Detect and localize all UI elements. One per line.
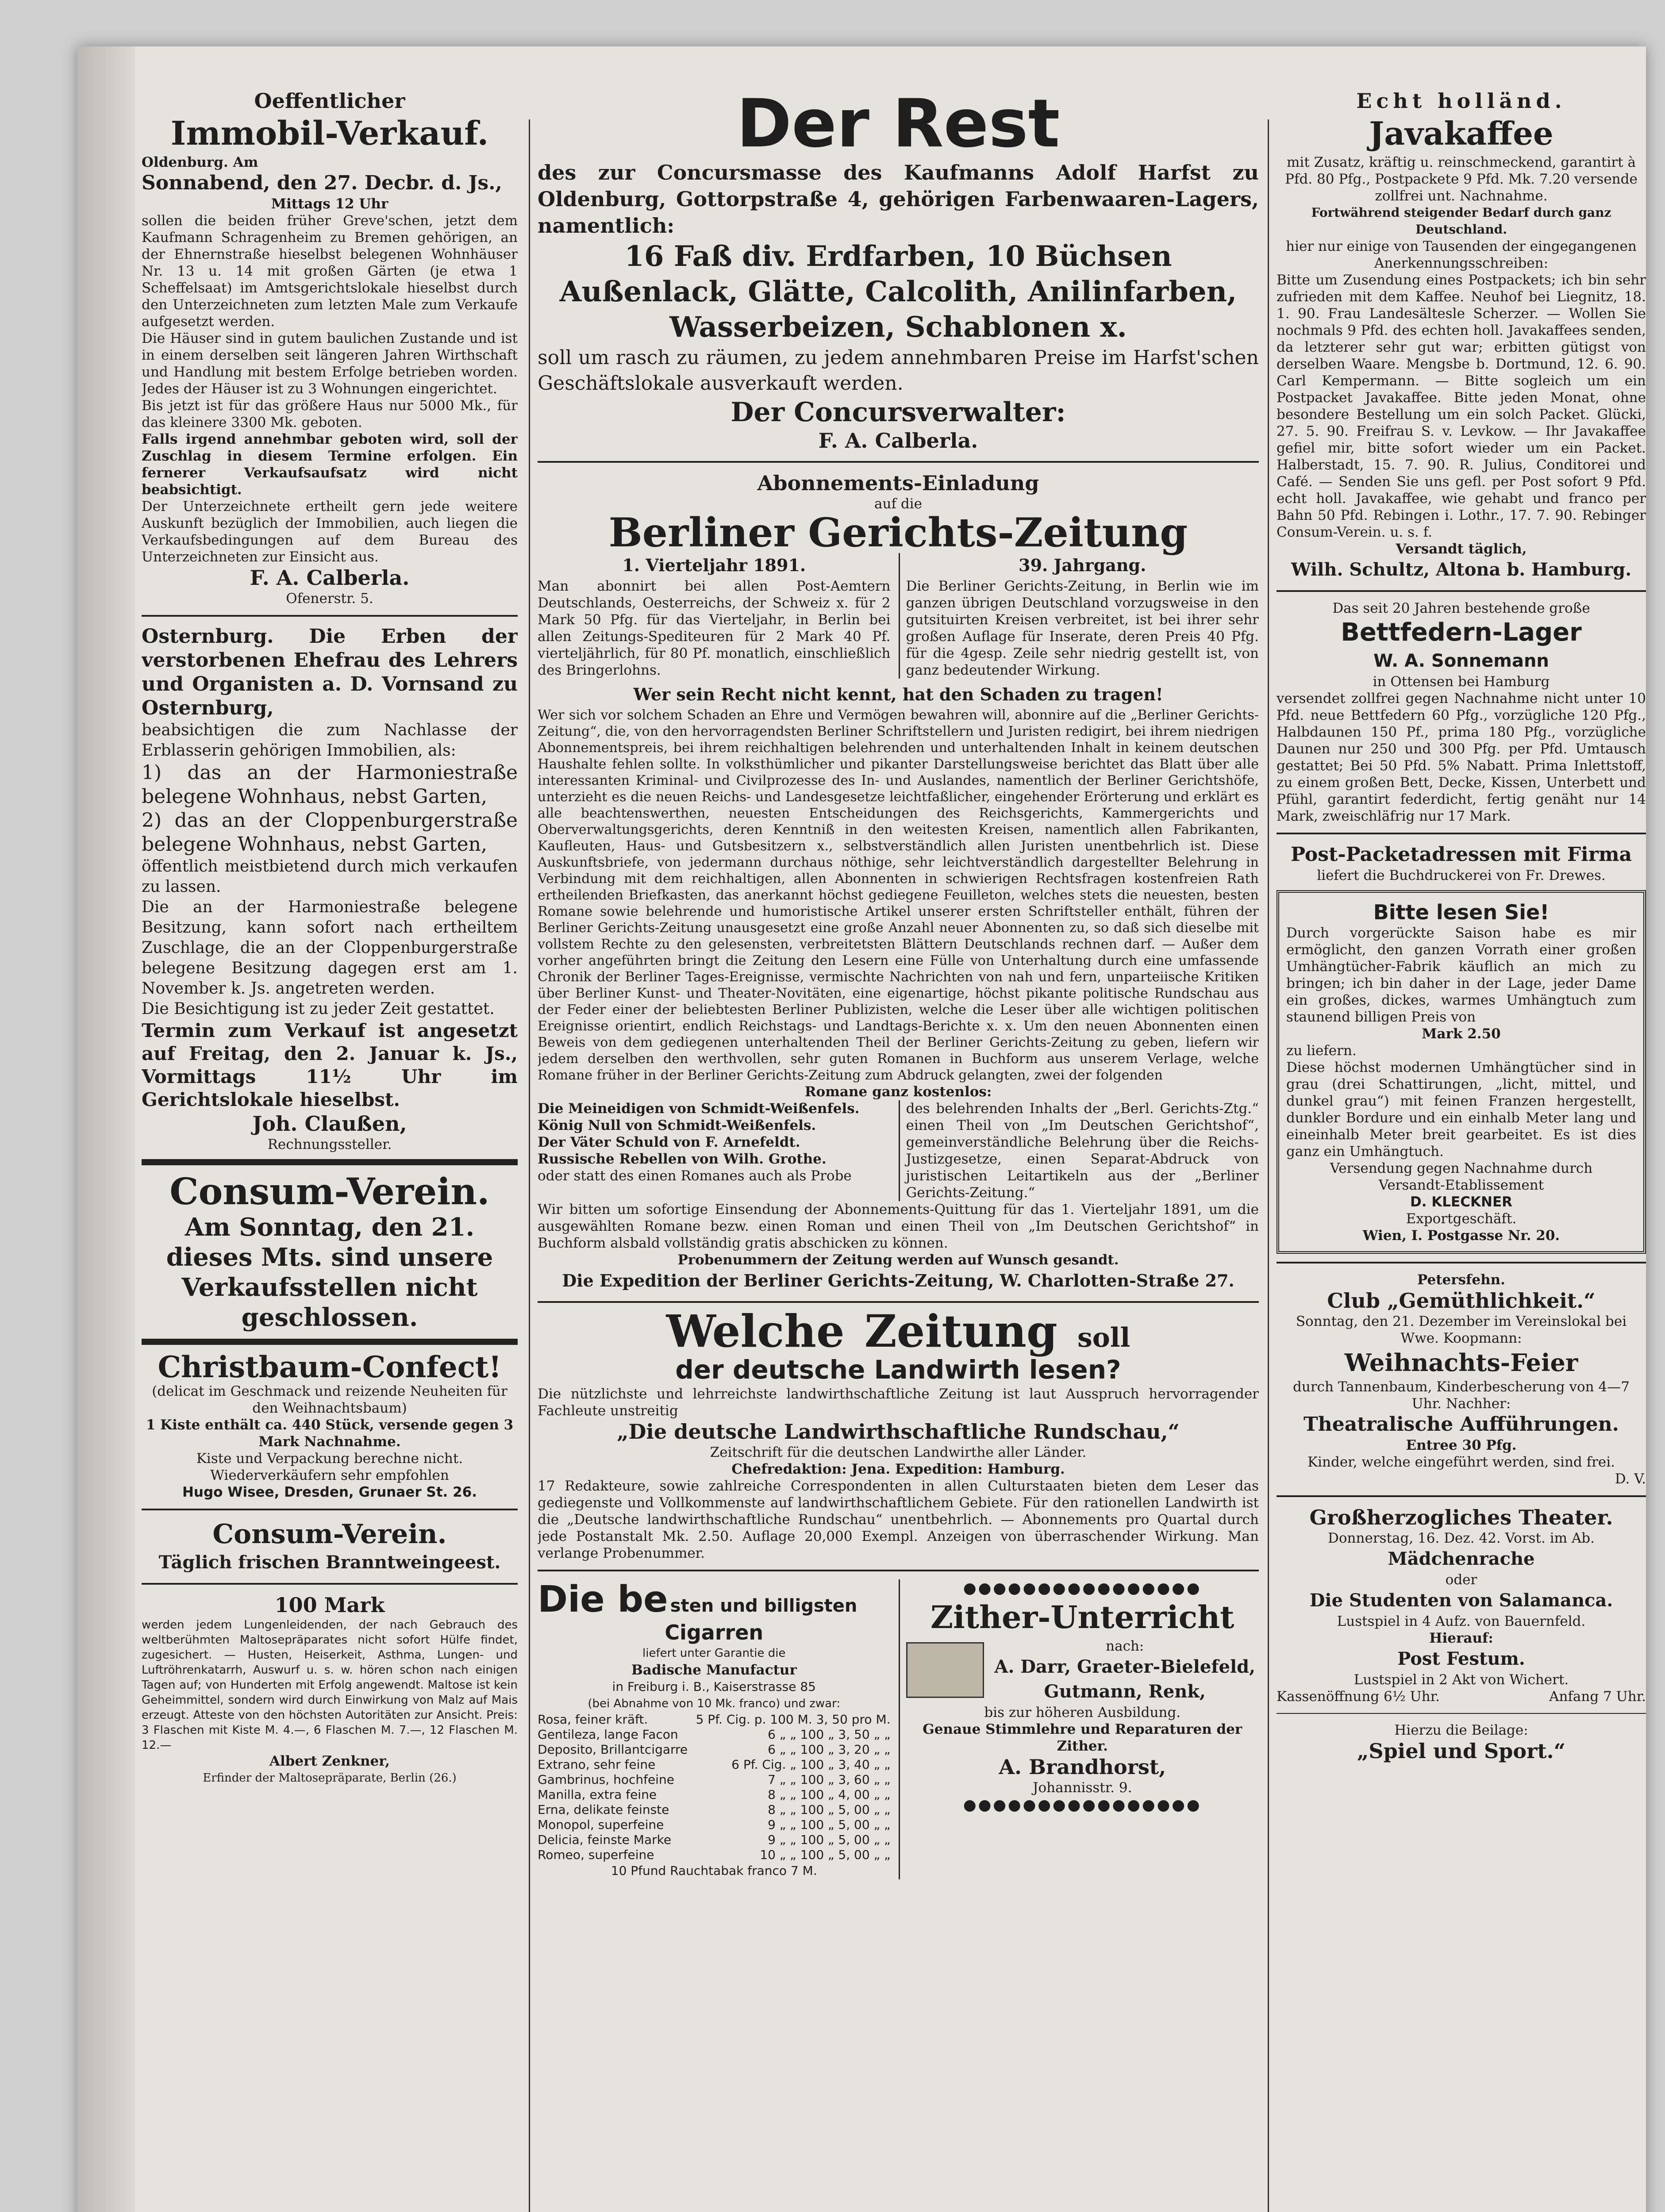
ad-text: Versandt-Etablissement — [1378, 1177, 1544, 1193]
ad-bettfedern — [1277, 600, 1646, 825]
ad-title: Javakaffee — [1369, 115, 1553, 152]
decorative-border-top: ●●●●●●●●●●●●●●●● — [963, 1579, 1202, 1597]
ad-start: Anfang 7 Uhr. — [1549, 1689, 1646, 1705]
ad-auf: auf die — [874, 496, 922, 512]
ad-signature: A. Brandhorst, — [999, 1755, 1166, 1779]
ad-role: Rechnungssteller. — [267, 1137, 392, 1152]
divider-bar — [142, 1159, 518, 1165]
ad-title-word: Welche — [666, 1305, 845, 1357]
ad-title: Consum-Verein. — [169, 1171, 490, 1213]
price-row — [538, 1847, 891, 1863]
ad-request: Wir bitten um sofortige Einsendung der Abonnements-Quittung für das 1. Vierteljahr 1891, um die ausgewählten Romane bezw. einen Roman und einen Theil von „Im Deutschen Gerichtshof“ in Buchform alsbald vollständig gratis abschicken zu können. — [538, 1202, 1259, 1251]
ad-paragraph: Bis jetzt ist für das größere Haus nur 5000 Mk., für das kleinere 3300 Mk. geboten. — [142, 398, 518, 430]
ad-kicker: Abonnements-Einladung — [757, 471, 1039, 495]
ad-signature: Joh. Claußen, — [252, 1112, 407, 1136]
subscription-left — [538, 553, 891, 679]
price-table — [538, 1712, 891, 1863]
ad-title: Bitte lesen Sie! — [1373, 900, 1550, 924]
ad-title: Bettfedern-Lager — [1341, 618, 1582, 647]
column-rule-left — [529, 119, 530, 2212]
column-rule-right — [1268, 119, 1269, 2212]
novel-item: Russische Rebellen von Wilh. Grothe. — [538, 1151, 827, 1167]
price-product: Deposito, Brillantcigarre — [538, 1742, 688, 1757]
ad-entree: Entree 30 Pfg. — [1406, 1437, 1517, 1453]
divider — [142, 1583, 518, 1585]
ad-title: Zither-Unterricht — [931, 1599, 1234, 1636]
ad-title: Christbaum-Confect! — [158, 1350, 502, 1384]
ad-company: W. A. Sonnemann — [1373, 651, 1549, 671]
ad-kicker: Oeffentlicher — [254, 89, 405, 113]
ad-hierauf: Hierauf: — [1429, 1630, 1493, 1646]
ad-event: Weihnachts-Feier — [1344, 1348, 1578, 1377]
ad-zither — [899, 1579, 1259, 1879]
ad-text-bold: Genaue Stimmlehre und Reparaturen der Zither. — [923, 1721, 1242, 1754]
ad-signature-name: F. A. Calberla. — [818, 429, 978, 453]
price-value: 8 „ „ 100 „ 4, 00 „ „ — [768, 1787, 891, 1802]
ad-author: Lustspiel in 4 Aufz. von Bauernfeld. — [1337, 1613, 1586, 1629]
price-row — [538, 1757, 891, 1772]
price-product: Delicia, feinste Marke — [538, 1832, 672, 1847]
ad-post-packetadressen — [1277, 842, 1646, 884]
price-row — [538, 1727, 891, 1742]
ad-osternburg — [142, 625, 518, 1153]
column-middle — [538, 88, 1259, 2212]
ad-text: mit Zusatz, kräftig u. reinschmeckend, garantirt à Pfd. 80 Pfg., Postpackete 9 Pfd. Mk. 7.20 versende zollfrei unt. Nachnahme. — [1285, 154, 1638, 204]
ad-address: Wien, I. Postgasse Nr. 20. — [1362, 1228, 1560, 1244]
ad-signature: D. V. — [1615, 1471, 1646, 1487]
price-value: 9 „ „ 100 „ 5, 00 „ „ — [768, 1832, 891, 1847]
price-value: 10 „ „ 100 „ 5, 00 „ „ — [760, 1847, 891, 1862]
divider — [538, 1570, 1259, 1571]
ad-title: Berliner Gerichts-Zeitung — [608, 509, 1188, 556]
price-value: 7 „ „ 100 „ 3, 60 „ „ — [768, 1772, 891, 1787]
ad-list-item: 1) das an der Harmoniestraße belegene Wohnhaus, nebst Garten, — [142, 761, 518, 808]
ad-play: Post Festum. — [1397, 1648, 1525, 1669]
ad-paragraph: Der Unterzeichnete ertheilt gern jede weitere Auskunft bezüglich der Immobilien, auch liegen die Verkaufsbedingungen auf dem Bureau des Unterzeichneten zur Einsicht aus. — [142, 499, 518, 565]
ad-body: Wer sich vor solchem Schaden an Ehre und Vermögen bewahren will, abonnire auf die „Berliner Gerichts-Zeitung“, die, von den hervorragendsten Berliner Schriftstellern und Juristen redigirt, bei ihrem niedrigen Abonnementspreis, bei ihrem reichhaltigen belehrenden und unterhaltenden Inhalt in keinem deutschen Haushalte fehlen sollte. In volksthümlicher und pikanter Darstellungsweise berichtet das Blatt über alle interessanten Kriminal- und Civilprozesse des In- und Auslandes, namentlich der Berliner Gerichtshöfe, unterzieht es die neuen Reichs- und Landesgesetze leichtfaßlicher, eingehender Erörterung und erklärt es alle beachtenswerthen, neuesten Entscheidungen des Reichsgerichts, Kammergerichts und Oberverwaltungsgerichts, deren Kenntniß in den weitesten Kreisen, namentlich allen Fabrikanten, Kaufleuten, Haus- und Gutsbesitzern x., selbstverständlich allen Juristen unentbehrlich ist. Diese Auskunftsbriefe, von jedermann durchaus nöthige, sehr leichtverständlich dargestellter Belehrung in Verbindung mit dem reichhaltigen, allen Abonnenten in schwierigen Rechtsfragen kostenfreien Rath ertheilenden Briefkasten, das anerkannt höchst gediegene Feuilleton, welches stets die neuesten, besten Romane sowie belehrende und humoristische Artikel unserer ersten Schriftsteller enthält, führen der Berliner Gerichts-Zeitung unausgesetzt eine große Anzahl neuer Abonnenten zu, so daß sich dieselbe mit vollstem Rechte zu den gelesensten, verbreitetsten Blättern Deutschlands rechnen darf. — Außer dem vorher angeführten bringt die Zeitung den Lesern eine Fülle von Unterhaltung durch eine umfassende Chronik der Berliner Tages-Ereignisse, vermischte Nachrichten von nah und fern, unparteiische Kritiken über Berliner Kunst- und Theater-Novitäten, eine eigenartige, höchst pikante politische Rundschau aus der Feder einer der beliebtesten Berliner Publizisten, welche die Leser über alle wichtigen politischen Ereignisse orientirt, endlich Reichstags- und Landtags-Berichte x. x. Um den neuen Abonnenten einen Beweis von dem gediegenen unterhaltenden Theil der Berliner Gerichts-Zeitung zu geben, liefern wir jedem derselben den werthvollen, sehr guten Romanen in Buchform aus unserem Verlage, welche Romane früher in der Berliner Gerichts-Zeitung zum Abdruck gelangten, zwei der folgenden — [538, 707, 1259, 1083]
subscription-columns — [538, 553, 1259, 679]
ad-supplement-title: „Spiel und Sport.“ — [1357, 1739, 1566, 1763]
price-row — [538, 1712, 891, 1727]
price-row — [538, 1772, 891, 1787]
ad-bitte-lesen — [1277, 890, 1646, 1254]
ad-paragraph: Die an der Harmoniestraße belegene Besitzung, kann sofort nach ertheiltem Zuschlage, die an der Cloppenburgerstraße belegene Besitzung dagegen erst am 1. November k. Js. angetreten werden. — [142, 898, 518, 998]
ad-text: Kinder, welche eingeführt werden, sind frei. — [1307, 1454, 1615, 1470]
ad-theater — [1277, 1505, 1646, 1763]
ad-signature: Hugo Wisee, Dresden, Grunaer St. 26. — [182, 1484, 477, 1500]
ad-body — [142, 720, 518, 1111]
divider — [1277, 833, 1646, 834]
ad-cigarren — [538, 1579, 891, 1879]
divider-bar — [142, 1339, 518, 1345]
price-product: Extrano, sehr feine — [538, 1757, 656, 1772]
price-value: 8 „ „ 100 „ 5, 00 „ „ — [768, 1802, 891, 1817]
subscription-text: Man abonnirt bei allen Post-Aemtern Deutschlands, Oesterreichs, der Schweiz x. für 2 Mark 50 Pfg. für das Vierteljahr, in Berlin bei allen Zeitungs-Spediteuren für 2 Mark 40 Pf. vierteljährlich, für 80 Pf. monatlich, einschließlich des Bringerlohns. — [538, 578, 891, 678]
ad-terms: (bei Abnahme von 10 Mk. franco) und zwar: — [588, 1697, 841, 1710]
ad-subtitle: liefert die Buchdruckerei von Fr. Drewes. — [1317, 868, 1606, 883]
ad-lead: Wer sein Recht nicht kennt, hat den Schaden zu tragen! — [633, 684, 1163, 704]
ad-paragraph: öffentlich meistbietend durch mich verkaufen zu lassen. — [142, 857, 518, 896]
ad-landwirth — [538, 1305, 1259, 1562]
ad-text: Kiste und Verpackung berechne nicht. — [196, 1451, 463, 1467]
ad-text: hier nur einige von Tausenden der eingegangenen Anerkennungsschreiben: — [1286, 238, 1637, 271]
ad-club-gemuethlichkeit — [1277, 1271, 1646, 1487]
ad-title-cigarren: Cigarren — [665, 1621, 764, 1644]
ad-paragraph: Falls irgend annehmbar geboten wird, soll der Zuschlag in diesem Termine erfolgen. Ein fernerer Verkaufsaufsatz wird nicht beabsichtigt. — [142, 431, 518, 498]
ad-paragraph: sollen die beiden früher Greve'schen, jetzt dem Kaufmann Schragenheim zu Bremen gehörigen, an der Ehnernstraße hieselbst belegenen Wohnhäuser Nr. 13 u. 14 mit großen Gärten (je etwa 1 Scheffelsaat) im Amtsgerichtslokale hieselbst durch den Unterzeichneten zum letzten Male zum Verkaufe aufgesetzt werden. — [142, 213, 518, 330]
ad-time: Mittags 12 Uhr — [271, 196, 388, 212]
novel-item: Der Väter Schuld von F. Arnefeldt. — [538, 1134, 800, 1150]
ad-subtitle: Zeitschrift für die deutschen Landwirthe aller Länder. — [710, 1444, 1087, 1460]
ad-title: Consum-Verein. — [212, 1519, 447, 1550]
ad-signature: Der Concursverwalter: — [731, 397, 1066, 428]
ad-text: bis zur höheren Ausbildung. — [984, 1705, 1181, 1720]
ad-christbaum-confect — [142, 1351, 518, 1501]
price-row — [538, 1817, 891, 1832]
price-product: Monopol, superfeine — [538, 1817, 664, 1832]
ad-text: 1 Kiste enthält ca. 440 Stück, versende gegen 3 Mark Nachnahme. — [146, 1417, 514, 1450]
ad-supplement-label: Hierzu die Beilage: — [1394, 1722, 1528, 1738]
novel-item: oder statt des einen Romanes auch als Probe — [538, 1168, 852, 1184]
ad-paragraph: Die Besichtigung ist zu jeder Zeit gestattet. — [142, 1000, 495, 1018]
price-value: 6 Pf. Cig. „ 100 „ 3, 40 „ „ — [731, 1757, 891, 1772]
ad-title: Großherzogliches Theater. — [1309, 1505, 1613, 1529]
ad-price: Mark 2.50 — [1422, 1026, 1501, 1042]
ad-highlight: 16 Faß div. Erdfarben, 10 Büchsen Außenlack, Glätte, Calcolith, Anilinfarben, Wasserbeizen, Schablonen x. — [559, 240, 1237, 344]
ad-date: Sonnabend, den 27. Decbr. d. Js., — [142, 172, 502, 194]
ad-oder: oder — [1445, 1572, 1477, 1588]
price-value: 9 „ „ 100 „ 5, 00 „ „ — [768, 1817, 891, 1832]
price-product: Gentileza, lange Facon — [538, 1727, 678, 1742]
ad-paragraph: beabsichtigen die zum Nachlasse der Erblasserin gehörigen Immobilien, als: — [142, 721, 518, 760]
novels-note: des belehrenden Inhalts der „Berl. Gerichts-Ztg.“ einen Theil von „Im Deutschen Gerichtshof“, gemeinverständliche Belehrung über die Reichs-Justizgesetze, einen Separat-Abdruck von juristischen Leitartikeln aus der „Berliner Gerichts-Zeitung.“ — [899, 1100, 1259, 1201]
ad-nach: nach: — [1106, 1638, 1144, 1654]
ad-consum-verein-1 — [142, 1171, 518, 1333]
price-value: 6 „ „ 100 „ 3, 50 „ „ — [768, 1727, 891, 1742]
ad-list-item: 2) das an der Cloppenburgerstraße belegene Wohnhaus, nebst Garten, — [142, 809, 518, 856]
divider — [142, 1509, 518, 1510]
ad-date: Donnerstag, 16. Dez. 42. Vorst. im Ab. — [1328, 1530, 1595, 1546]
ad-immobil-verkauf — [142, 88, 518, 607]
novels-list — [538, 1100, 891, 1201]
ad-dispatch: Versandt täglich, — [1396, 541, 1527, 557]
divider — [1277, 590, 1646, 592]
ad-signature: F. A. Calberla. — [250, 566, 410, 590]
ad-text: Versendung gegen Nachnahme durch — [1330, 1160, 1593, 1176]
ad-text: Am Sonntag, den 21. dieses Mts. sind unsere Verkaufsstellen nicht geschlossen. — [166, 1213, 493, 1332]
ad-title: Post-Packetadressen mit Firma — [1290, 843, 1632, 866]
ad-subtitle: liefert unter Garantie die — [642, 1647, 786, 1660]
ad-text: Täglich frischen Branntweingeest. — [158, 1552, 501, 1573]
ad-signature: Wilh. Schultz, Altona b. Hamburg. — [1291, 559, 1632, 580]
ad-author: Lustspiel in 2 Akt von Wichert. — [1354, 1672, 1569, 1688]
ad-address: Johannisstr. 9. — [1033, 1780, 1132, 1796]
ad-body: versendet zollfrei gegen Nachnahme nicht unter 10 Pfd. neue Bettfedern 60 Pfg., vorzügliche 120 Pfg., Halbdaunen 150 Pf., prima 180 Pfg., vorzügliche Daunen nur 250 und 300 Pfg. per Pfd. Umtausch gestattet; Bei 50 Pfd. 5% Nabatt. Prima Inlettstoff, zu einem großen Bett, Decke, Kissen, Unterbett und Pfühl, garantirt federdicht, fertig genäht nur 14 Mark, zweischläfrig nur 17 Mark. — [1277, 691, 1646, 824]
ad-javakaffee — [1277, 88, 1646, 582]
ad-play: Die Studenten von Salamanca. — [1309, 1590, 1613, 1611]
ad-text: Wiederverkäufern sehr empfohlen — [210, 1467, 449, 1483]
ad-paragraph: Termin zum Verkauf ist angesetzt auf Freitag, den 2. Januar k. Js., Vormittags 11½ Uhr im Gerichtslokale hieselbst. — [142, 1020, 518, 1110]
ad-body: Diese höchst modernen Umhängtücher sind in grau (drei Schattirungen, „licht, mittel, und dunkel grau“) mit feinen Franzen hergestellt, dunkler Bordure und ein einhalb Meter lang und eineinhalb Meter breit gearbeitet. Es ist dies ganz ein Umhängtuch. — [1286, 1060, 1636, 1160]
ad-signature: Albert Zenkner, — [269, 1753, 390, 1769]
divider — [538, 461, 1259, 463]
zither-illustration — [906, 1642, 984, 1698]
price-value: 5 Pf. Cig. p. 100 M. 3, 50 pro M. — [696, 1712, 891, 1727]
ad-expedition: Die Expedition der Berliner Gerichts-Zeitung, W. Charlotten-Straße 27. — [562, 1271, 1234, 1290]
ad-teachers: A. Darr, Graeter-Bielefeld, Gutmann, Renk, — [994, 1656, 1256, 1702]
ad-company: D. KLECKNER — [1410, 1194, 1513, 1210]
price-product: Manilla, extra feine — [538, 1787, 657, 1802]
ad-berliner-gerichts-zeitung — [538, 471, 1259, 1293]
divider — [1277, 1713, 1646, 1714]
ad-title-word: soll — [1077, 1322, 1131, 1353]
ad-paper-name: „Die deutsche Landwirthschaftliche Rundschau,“ — [617, 1420, 1180, 1444]
decorative-border-bottom: ●●●●●●●●●●●●●●●● — [963, 1796, 1202, 1814]
ad-text: zu liefern. — [1286, 1043, 1357, 1059]
ad-kicker: Echt holländ. — [1356, 89, 1566, 113]
divider — [538, 1301, 1259, 1303]
ad-body — [142, 212, 518, 565]
ad-paragraph: Die Häuser sind in gutem baulichen Zustande und ist in einem derselben seit längeren Jahren Wirthschaft und Handlung mit bestem Erfolge betrieben worden. Jedes der Häuser ist zu 3 Wohnungen eingerichtet. — [142, 330, 518, 397]
price-product: Romeo, superfeine — [538, 1847, 654, 1862]
novels-columns — [538, 1100, 1259, 1201]
ad-title: Der Rest — [736, 88, 1060, 162]
divider — [1277, 1262, 1646, 1263]
price-value: 6 „ „ 100 „ 3, 20 „ „ — [768, 1742, 891, 1757]
divider — [142, 615, 518, 617]
ad-event: Theatralische Aufführungen. — [1303, 1413, 1619, 1436]
novel-item: König Null von Schmidt-Weißenfels. — [538, 1118, 816, 1133]
ad-lead: Osternburg. Die Erben der verstorbenen Ehefrau des Lehrers und Organisten a. D. Vornsand zu Osternburg, — [142, 625, 518, 719]
column-left — [142, 88, 518, 2212]
page-binding-edge — [77, 46, 135, 2212]
column-right — [1277, 88, 1646, 2212]
advert-rate-text: Die Berliner Gerichts-Zeitung, in Berlin wie im ganzen übrigen Deutschland vorzugsweise in den gutsituirten Kreisen verbreitet, ist bei ihrer sehr großen Auflage für Inserate, deren Preis 40 Pfg. für die 4gesp. Zeile sehr niedrig gestellt ist, von ganz bedeutender Wirkung. — [906, 578, 1259, 678]
ad-title: Club „Gemüthlichkeit.“ — [1327, 1289, 1596, 1313]
ad-address: Ofenerstr. 5. — [286, 591, 373, 607]
price-row — [538, 1832, 891, 1847]
ad-title: Immobil-Verkauf. — [170, 115, 489, 153]
novels-heading: Romane ganz kostenlos: — [804, 1084, 992, 1100]
ad-body: Durch vorgerückte Saison habe es mir ermöglicht, den ganzen Vorrath einer großen Umhängtücher-Fabrik käuflich an mich zu bringen; ich bin daher in der Lage, jeder Dame ein großes, dickes, warmes Umhängtuch zum staunend billigen Preis von — [1286, 925, 1636, 1025]
ad-text-bold: Fortwährend steigender Bedarf durch ganz Deutschland. — [1311, 205, 1611, 237]
ad-text: durch Tannenbaum, Kinderbescherung von 4—7 Uhr. Nachher: — [1293, 1379, 1630, 1412]
ad-text: des zur Concursmasse des Kaufmanns Adolf Harfst zu Oldenburg, Gottorpstraße 4, gehörigen Farbenwaaren-Lagers, namentlich: — [538, 161, 1259, 238]
ad-address: in Freiburg i. B., Kaiserstrasse 85 — [612, 1679, 816, 1694]
ad-title-word: Zeitung — [864, 1305, 1057, 1357]
novel-item: Die Meineidigen von Schmidt-Weißenfels. — [538, 1101, 860, 1117]
quarter-label: 1. Vierteljahr 1891. — [622, 555, 806, 575]
ad-place: Oldenburg. Am — [142, 154, 258, 170]
ad-play: Mädchenrache — [1388, 1548, 1535, 1569]
ads-bottom-row — [538, 1579, 1259, 1879]
ad-footer: 10 Pfund Rauchtabak franco 7 M. — [611, 1863, 817, 1878]
ad-question: der deutsche Landwirth lesen? — [675, 1355, 1121, 1385]
ad-title: 100 Mark — [274, 1593, 385, 1617]
ad-maltose — [142, 1593, 518, 1786]
ad-lead: Das seit 20 Jahren bestehende große — [1332, 600, 1590, 616]
ad-text: soll um rasch zu räumen, zu jedem annehmbaren Preise im Harfst'schen Geschäftslokale ausverkauft werden. — [538, 346, 1259, 395]
divider — [1277, 1495, 1646, 1497]
year-label: 39. Jahrgang. — [1019, 555, 1146, 575]
price-row — [538, 1742, 891, 1757]
ad-title: Die be — [538, 1578, 668, 1621]
ad-times — [1277, 1688, 1646, 1705]
ad-consum-verein-2 — [142, 1518, 518, 1575]
ad-testimonials: Bitte um Zusendung eines Postpackets; ich bin sehr zufrieden mit dem Kaffee. Neuhof bei Liegnitz, 18. 1. 90. Frau Landesältesle Scherzer. — Wollen Sie nochmals 9 Pfd. des echten holl. Javakaffees senden, da letzterer sehr gut war; erbitten gütigst von derselben Waare. Mengsbe b. Dortmund, 12. 6. 90. Carl Kempermann. — Bitte sogleich um ein Postpacket Javakaffee. Bitte jeden Monat, ohne besondere Bestellung um ein solch Packet. Glücki, 27. 5. 90. Freifrau S. v. Levkow. — Ihr Javakaffee gefiel mir, bitte sofort wieder um ein Packet. Halberstadt, 15. 7. 90. R. Julius, Conditorei und Café. — Senden Sie uns gefl. per Post sofort 9 Pfd. echt holl. Javakaffee, wie gehabt und franco per Bahn 50 Pfd. Rebingen i. Lothr., 17. 7. 90. Rebinger Consum-Verein. u. s. f. — [1277, 272, 1646, 540]
ad-subtitle: (delicat im Geschmack und reizende Neuheiten für den Weihnachtsbaum) — [152, 1383, 508, 1416]
ad-subtitle: Erfinder der Maltosepräparate, Berlin (26.) — [203, 1771, 457, 1785]
ad-title-row — [538, 1579, 891, 1620]
ad-probe: Probenummern der Zeitung werden auf Wunsch gesandt. — [677, 1252, 1119, 1268]
ad-date: Sonntag, den 21. Dezember im Vereinslokal bei Wwe. Koopmann: — [1296, 1313, 1627, 1346]
ad-text: Exportgeschäft. — [1406, 1211, 1517, 1227]
ad-redaction: Chefredaktion: Jena. Expedition: Hamburg. — [731, 1461, 1065, 1477]
ad-place: in Ottensen bei Hamburg — [1373, 674, 1550, 690]
ad-title-row — [538, 1305, 1259, 1357]
price-row — [538, 1787, 891, 1802]
ad-text: Die nützlichste und lehrreichste landwirthschaftliche Zeitung ist laut Ausspruch hervorragender Fachleute unstreitig — [538, 1386, 1259, 1419]
price-product: Erna, delikate feinste — [538, 1802, 669, 1817]
ad-company: Badische Manufactur — [631, 1662, 797, 1678]
price-row — [538, 1802, 891, 1817]
subscription-right — [899, 553, 1259, 679]
price-product: Gambrinus, hochfeine — [538, 1772, 674, 1787]
ad-body: 17 Redakteure, sowie zahlreiche Correspondenten in allen Culturstaaten bieten dem Leser das gediegenste und Vollkommenste auf landwirthschaftlichem Gebiete. Für den rationellen Landwirth ist die „Deutsche landwirthschaftliche Rundschau“ unentbehrlich. — Abonnements pro Quartal durch jede Postanstalt Mk. 2.50. Auflage 20,000 Exempl. Anzeigen von überraschender Wirkung. Man verlange Probenummer. — [538, 1478, 1259, 1561]
price-product: Rosa, feiner kräft. — [538, 1712, 648, 1727]
ad-box-office: Kassenöffnung 6½ Uhr. — [1277, 1689, 1440, 1705]
ad-place: Petersfehn. — [1417, 1272, 1505, 1288]
ad-body: werden jedem Lungenleidenden, der nach Gebrauch des weltberühmten Maltosepräparates nicht sofort Hülfe findet, zugesichert. — Husten, Heiserkeit, Asthma, Lungen- und Luftröhrenkatarrh, Auswurf u. s. w. hören schon nach einigen Tagen auf; von Hunderten mit Erfolg angewendt. Maltose ist kein Geheimmittel, sondern wird durch Einwirkung von Malz auf Mais erzeugt. Atteste von den höchsten Autoritäten zur Ansicht. Preis: 3 Flaschen mit Kiste M. 4.—, 6 Flaschen M. 7.—, 12 Flaschen M. 12.— — [142, 1618, 518, 1752]
ad-der-rest — [538, 88, 1259, 453]
ad-title-small: sten und billigsten — [670, 1596, 857, 1616]
